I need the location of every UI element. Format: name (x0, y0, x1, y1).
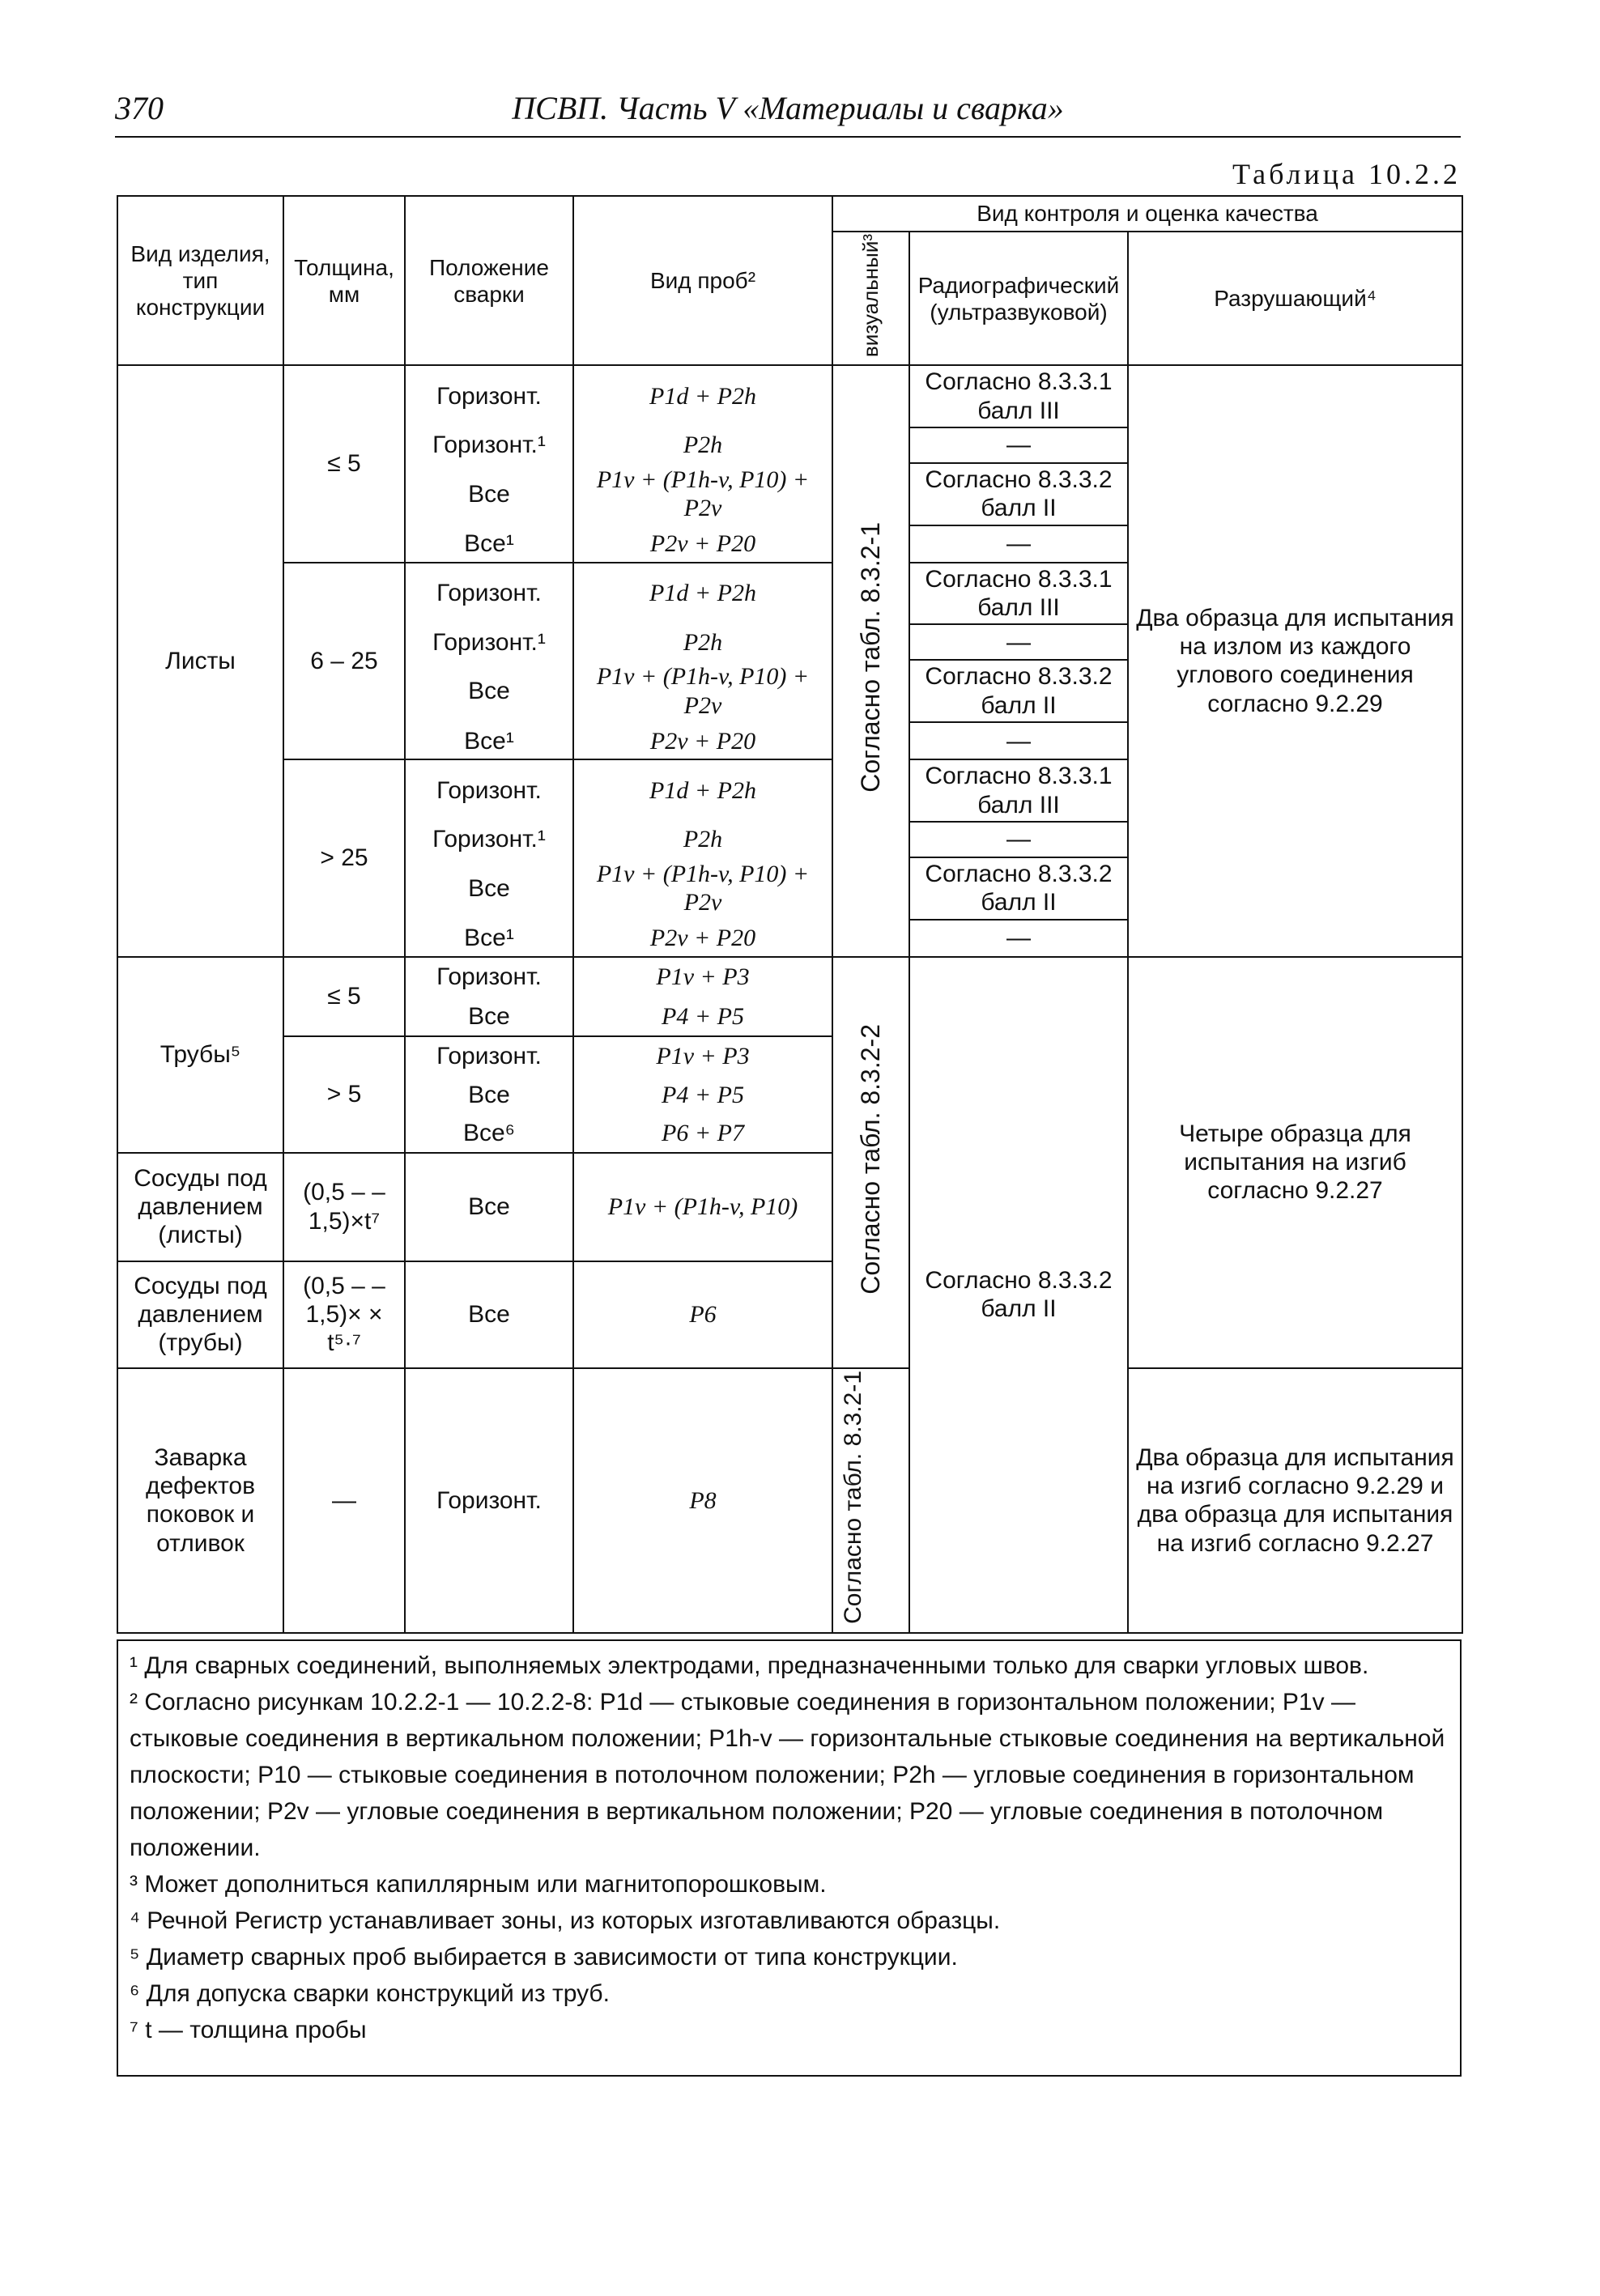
header-product: Вид изделия, тип конструкции (117, 196, 283, 365)
footnote: ² Согласно рисункам 10.2.2-1 — 10.2.2-8: P1d — стыковые соединения в горизонтальном положении; P1v — стыковые соединения в вертикальном положении; P1h-v — горизонтальные стыковые соединения на вертикальной плоскости; P10 — стыковые соединения в потолочном положении; P2h — угловые соединения в горизонтальном положении; P2v — угловые соединения в вертикальном положении; P20 — угловые соединения в потолочном положении. (130, 1689, 1445, 1861)
position-cell: Горизонт.¹ (405, 427, 573, 463)
destructive-pipes: Четыре образца для испытания на изгиб согласно 9.2.27 (1128, 957, 1462, 1368)
specimen-formula: P2h (573, 624, 832, 660)
position-cell: Все¹ (405, 920, 573, 957)
specimen-formula: P8 (573, 1368, 832, 1633)
header-visual: визуальный³ (832, 232, 909, 365)
position-cell: Горизонт.¹ (405, 624, 573, 660)
radiographic-cell: Согласно 8.3.3.1 балл III (909, 563, 1128, 625)
thickness-cell: ≤ 5 (283, 957, 405, 1036)
specimen-formula: P4 + P5 (573, 1077, 832, 1114)
position-cell: Все (405, 1261, 573, 1368)
header-control-group: Вид контроля и оценка качества (832, 196, 1462, 232)
footnote: ³ Может дополниться капиллярным или магнитопорошковым. (130, 1871, 827, 1898)
position-cell: Горизонт.¹ (405, 822, 573, 857)
footnote: ⁴ Речной Регистр устанавливает зоны, из которых изготавливаются образцы. (130, 1907, 1001, 1934)
radiographic-pipes: Согласно 8.3.3.2 балл II (909, 957, 1128, 1633)
footnote: ⁷ t — толщина пробы (130, 2017, 367, 2043)
specimen-formula: P2v + P20 (573, 920, 832, 957)
footnote: ¹ Для сварных соединений, выполняемых электродами, предназначенными только для сварки угловых швов. (130, 1652, 1369, 1679)
thickness-cell: (0,5 – – 1,5)×t⁷ (283, 1153, 405, 1261)
position-cell: Горизонт. (405, 1368, 573, 1633)
position-cell: Горизонт. (405, 365, 573, 427)
position-cell: Все⁶ (405, 1114, 573, 1153)
position-cell: Горизонт. (405, 1036, 573, 1077)
radiographic-cell: — (909, 525, 1128, 563)
specimen-formula: P6 (573, 1261, 832, 1368)
radiographic-cell: Согласно 8.3.3.2 балл II (909, 857, 1128, 920)
position-cell: Все¹ (405, 525, 573, 563)
product-forgings: Заварка дефектов поковок и отливок (117, 1368, 283, 1633)
thickness-cell: > 25 (283, 759, 405, 957)
page-number: 370 (115, 90, 164, 126)
specimen-formula: P1d + P2h (573, 365, 832, 427)
table-label: Таблица 10.2.2 (1232, 158, 1461, 190)
specimen-formula: P1v + (P1h-v, P10) + P2v (573, 857, 832, 920)
page-header-title: ПСВП. Часть V «Материалы и сварка» (512, 90, 1064, 126)
position-cell: Все (405, 660, 573, 722)
thickness-cell: 6 – 25 (283, 563, 405, 760)
radiographic-cell: Согласно 8.3.3.1 балл III (909, 365, 1128, 427)
specimen-formula: P2v + P20 (573, 525, 832, 563)
product-vessels-sheets: Сосуды под давлением (листы) (117, 1153, 283, 1261)
thickness-cell: > 5 (283, 1036, 405, 1153)
welding-test-table (117, 195, 1463, 1634)
destructive-forgings: Два образца для испытания на изгиб согласно 9.2.29 и два образца для испытания на изгиб согласно 9.2.27 (1128, 1368, 1462, 1633)
visual-sheets: Согласно табл. 8.3.2-1 (832, 365, 909, 957)
radiographic-cell: Согласно 8.3.3.1 балл III (909, 759, 1128, 822)
position-cell: Все (405, 463, 573, 525)
header-radiographic: Радиографический (ультразвуковой) (909, 232, 1128, 365)
specimen-formula: P1d + P2h (573, 563, 832, 625)
position-cell: Горизонт. (405, 563, 573, 625)
radiographic-cell: — (909, 822, 1128, 857)
radiographic-cell: — (909, 920, 1128, 957)
product-pipes: Трубы⁵ (117, 957, 283, 1153)
specimen-formula: P1v + (P1h-v, P10) + P2v (573, 463, 832, 525)
specimen-formula: P1v + (P1h-v, P10) + P2v (573, 660, 832, 722)
position-cell: Горизонт. (405, 957, 573, 997)
specimen-formula: P4 + P5 (573, 997, 832, 1036)
specimen-formula: P6 + P7 (573, 1114, 832, 1153)
header-destructive: Разрушающий⁴ (1128, 232, 1462, 365)
header-thickness: Толщина, мм (283, 196, 405, 365)
specimen-formula: P2h (573, 822, 832, 857)
footnote: ⁵ Диаметр сварных проб выбирается в зависимости от типа конструкции. (130, 1944, 958, 1971)
thickness-cell: (0,5 – – 1,5)× × t⁵·⁷ (283, 1261, 405, 1368)
specimen-formula: P1d + P2h (573, 759, 832, 822)
thickness-cell: ≤ 5 (283, 365, 405, 563)
specimen-formula: P1v + (P1h-v, P10) (573, 1153, 832, 1261)
specimen-formula: P1v + P3 (573, 1036, 832, 1077)
radiographic-cell: Согласно 8.3.3.2 балл II (909, 660, 1128, 722)
product-vessels-pipes: Сосуды под давлением (трубы) (117, 1261, 283, 1368)
radiographic-cell: — (909, 624, 1128, 660)
running-head (115, 87, 1461, 138)
header-specimen: Вид проб² (573, 196, 832, 365)
radiographic-cell: Согласно 8.3.3.2 балл II (909, 463, 1128, 525)
thickness-cell: — (283, 1368, 405, 1633)
destructive-sheets: Два образца для испытания на излом из каждого углового соединения согласно 9.2.29 (1128, 365, 1462, 957)
position-cell: Горизонт. (405, 759, 573, 822)
product-sheets: Листы (117, 365, 283, 957)
visual-pipes: Согласно табл. 8.3.2-2 (832, 957, 909, 1368)
position-cell: Все (405, 1077, 573, 1114)
footnote: ⁶ Для допуска сварки конструкций из труб. (130, 1980, 610, 2007)
radiographic-cell: — (909, 722, 1128, 759)
position-cell: Все¹ (405, 722, 573, 759)
specimen-formula: P1v + P3 (573, 957, 832, 997)
position-cell: Все (405, 997, 573, 1036)
position-cell: Все (405, 857, 573, 920)
specimen-formula: P2h (573, 427, 832, 463)
header-position: Положение сварки (405, 196, 573, 365)
radiographic-cell: — (909, 427, 1128, 463)
specimen-formula: P2v + P20 (573, 722, 832, 759)
visual-forgings: Согласно табл. 8.3.2-1 (832, 1368, 909, 1633)
position-cell: Все (405, 1153, 573, 1261)
footnotes (117, 1639, 1462, 2077)
